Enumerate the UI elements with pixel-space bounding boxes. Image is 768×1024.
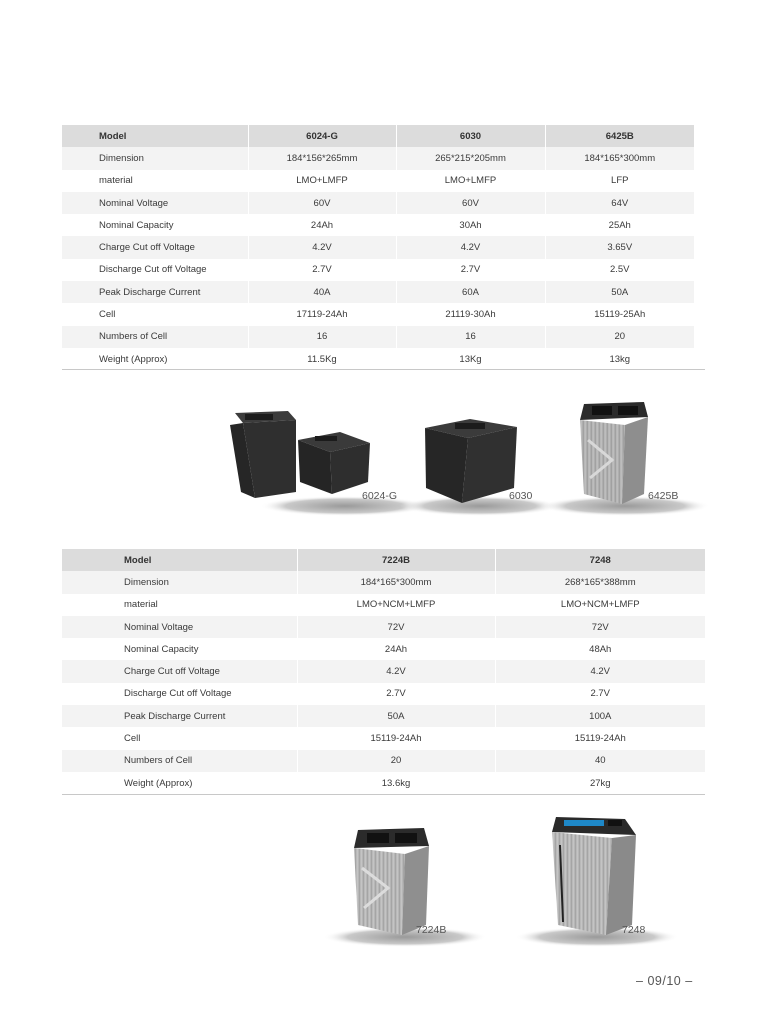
- row-label: Discharge Cut off Voltage: [62, 683, 297, 705]
- battery-7248-image: [552, 817, 636, 935]
- table-cell: 24Ah: [297, 638, 495, 660]
- row-label: Dimension: [62, 147, 248, 169]
- row-label: Discharge Cut off Voltage: [62, 259, 248, 281]
- table-cell: 184*165*300mm: [297, 571, 495, 593]
- table-cell: 48Ah: [589, 643, 612, 655]
- table-cell: 72V: [297, 616, 495, 638]
- table-cell: 15119-24Ah: [574, 733, 626, 745]
- table-cell: 15119-24Ah: [297, 727, 495, 749]
- dash-right: –: [681, 974, 693, 988]
- table-cell: 3.65V: [545, 236, 694, 258]
- row-label: Charge Cut off Voltage: [62, 236, 248, 258]
- table-cell: 30Ah: [396, 214, 545, 236]
- table-cell: 50A: [297, 705, 495, 727]
- table-cell: 15119-25Ah: [594, 309, 646, 321]
- header-cell: 7248: [495, 549, 705, 571]
- row-label: Peak Discharge Current: [62, 705, 297, 727]
- table-cell: 11.5Kg: [248, 348, 396, 370]
- table-cell: 100A: [495, 705, 705, 727]
- table-cell: 40: [495, 750, 705, 772]
- table-cell: 13Kg: [396, 348, 545, 370]
- dash-left: –: [636, 974, 648, 988]
- product-label: 7224B: [416, 924, 447, 936]
- table-cell: 40A: [248, 281, 396, 303]
- table-cell: 60V: [248, 192, 396, 214]
- product-label: 6024-G: [362, 490, 398, 502]
- table-cell: 13.6kg: [297, 772, 495, 794]
- table-cell: 4.2V: [495, 660, 705, 682]
- header-cell: Model: [62, 549, 297, 571]
- table-cell: 21119-30Ah: [396, 303, 545, 325]
- row-label: Nominal Voltage: [62, 192, 248, 214]
- header-cell: 6425B: [545, 125, 694, 147]
- table-cell: 2.7V: [248, 259, 396, 281]
- table-cell: 24Ah: [248, 214, 396, 236]
- table-cell: 60V: [396, 192, 545, 214]
- table-cell: 17119-24Ah: [248, 303, 396, 325]
- table-cell: 16: [396, 326, 545, 348]
- table-cell: 2.7V: [590, 688, 611, 700]
- table-cell: 50A: [545, 281, 694, 303]
- table-cell: LMO+NCM+LMFP: [560, 599, 640, 611]
- row-label: Weight (Approx): [62, 348, 248, 370]
- page-number-text: 09/10: [647, 974, 682, 988]
- table-cell: 2.5V: [609, 264, 630, 276]
- row-label: material: [62, 170, 248, 192]
- row-label: Charge Cut off Voltage: [62, 660, 297, 682]
- table-cell: LMO+LMFP: [396, 170, 545, 192]
- row-label: Weight (Approx): [62, 772, 297, 794]
- table-cell: 27kg: [589, 777, 611, 789]
- table-cell: 268*165*388mm: [495, 571, 705, 593]
- table-cell: 60A: [396, 281, 545, 303]
- table-cell: LFP: [611, 175, 629, 187]
- table-cell: 184*156*265mm: [248, 147, 396, 169]
- row-label: Nominal Capacity: [62, 638, 297, 660]
- table-cell: 20: [297, 750, 495, 772]
- header-cell: 7224B: [297, 549, 495, 571]
- product-label: 7248: [622, 924, 646, 936]
- row-label: material: [62, 594, 297, 616]
- table-cell: 265*215*205mm: [396, 147, 545, 169]
- table-cell: 13kg: [609, 353, 631, 365]
- product-label: 6425B: [648, 490, 679, 502]
- table-cell: 2.7V: [396, 259, 545, 281]
- table-cell: 20: [545, 326, 694, 348]
- product-label: 6030: [509, 490, 533, 502]
- header-cell: 6030: [396, 125, 545, 147]
- row-label: Peak Discharge Current: [62, 281, 248, 303]
- page-number: [636, 974, 693, 988]
- row-label: Numbers of Cell: [62, 326, 248, 348]
- table-cell: 4.2V: [248, 236, 396, 258]
- header-cell: 6024-G: [248, 125, 396, 147]
- table-cell: 16: [248, 326, 396, 348]
- battery-7224b-image: [354, 828, 429, 935]
- row-label: Nominal Voltage: [62, 616, 297, 638]
- table-cell: 4.2V: [396, 236, 545, 258]
- table-cell: 2.7V: [297, 683, 495, 705]
- row-label: Cell: [62, 727, 297, 749]
- table-cell: 4.2V: [297, 660, 495, 682]
- table-cell: LMO+LMFP: [248, 170, 396, 192]
- table-cell: 64V: [545, 192, 694, 214]
- table-cell: 25Ah: [608, 219, 631, 231]
- table-cell: LMO+NCM+LMFP: [297, 594, 495, 616]
- table-cell: 72V: [495, 616, 705, 638]
- row-label: Dimension: [62, 571, 297, 593]
- header-cell: Model: [62, 125, 248, 147]
- row-label: Cell: [62, 303, 248, 325]
- table-cell: 184*165*300mm: [545, 147, 694, 169]
- row-label: Nominal Capacity: [62, 214, 248, 236]
- row-label: Numbers of Cell: [62, 750, 297, 772]
